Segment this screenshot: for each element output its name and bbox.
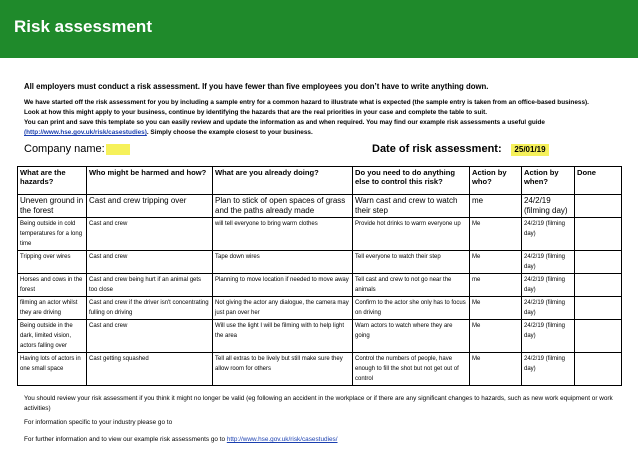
table-row: [18, 195, 622, 218]
header-anything-else: Do you need to do anything else to control this risk?: [353, 167, 470, 195]
table-header-row: [18, 167, 622, 195]
intro-text: [24, 98, 624, 138]
industry-text: For information specific to your industry please go to: [24, 419, 173, 426]
cell-done[interactable]: [575, 320, 622, 353]
cell-else[interactable]: Confirm to the actor she only has to focus on driving: [353, 297, 470, 320]
intro-line-4-wrap: [24, 128, 624, 138]
cell-else[interactable]: Warn cast and crew to watch their step: [353, 195, 470, 218]
cell-by-when[interactable]: 24/2/19 (filming day): [522, 320, 575, 353]
company-name-field[interactable]: [106, 144, 130, 155]
notice-text: All employers must conduct a risk assessment. If you have fewer than five employees you don’t have to write anything down.: [24, 82, 489, 91]
cell-done[interactable]: [575, 251, 622, 274]
cell-hazard[interactable]: Being outside in cold temperatures for a long time: [18, 218, 87, 251]
cell-hazard[interactable]: filming an actor whilst they are driving: [18, 297, 87, 320]
cell-by-when[interactable]: 24/2/19 (filming day): [522, 251, 575, 274]
table-row: [18, 218, 622, 251]
cell-doing[interactable]: Not giving the actor any dialogue, the camera may just pan over her: [213, 297, 353, 320]
header-already-doing: What are you already doing?: [213, 167, 353, 195]
cell-hazard[interactable]: Tripping over wires: [18, 251, 87, 274]
header-action-who: Action by who?: [470, 167, 522, 195]
cell-hazard[interactable]: Being outside in the dark, limited vision, actors falling over: [18, 320, 87, 353]
cell-done[interactable]: [575, 195, 622, 218]
review-text: You should review your risk assessment if you think it might no longer be valid (eg following an accident in the workplace or if there are any significant changes to hazards, such as new work equipment or work activities): [24, 395, 613, 412]
cell-hazard[interactable]: Uneven ground in the forest: [18, 195, 87, 218]
cell-who[interactable]: Cast and crew: [87, 218, 213, 251]
cell-by-who[interactable]: Me: [470, 251, 522, 274]
table-row: [18, 353, 622, 386]
page-title: Risk assessment: [14, 17, 152, 36]
cell-hazard[interactable]: Horses and cows in the forest: [18, 274, 87, 297]
header-done: Done: [575, 167, 622, 195]
cell-else[interactable]: Tell everyone to watch their step: [353, 251, 470, 274]
cell-who[interactable]: Cast getting squashed: [87, 353, 213, 386]
cell-doing[interactable]: will tell everyone to bring warm clothes: [213, 218, 353, 251]
cell-by-who[interactable]: Me: [470, 218, 522, 251]
cell-done[interactable]: [575, 353, 622, 386]
cell-doing[interactable]: Tell all extras to be lively but still make sure they allow room for others: [213, 353, 353, 386]
intro-line-3: You can print and save this template so you can easily review and update the information as and when required. You may find our example risk assessments a useful guide: [24, 119, 545, 126]
cell-else[interactable]: Warn actors to watch where they are going: [353, 320, 470, 353]
cell-done[interactable]: [575, 297, 622, 320]
cell-by-when[interactable]: 24/2/19 (filming day): [522, 274, 575, 297]
cell-doing[interactable]: Plan to stick of open spaces of grass and the paths already made: [213, 195, 353, 218]
cell-who[interactable]: Cast and crew if the driver isn't concentrating fulling on driving: [87, 297, 213, 320]
cell-done[interactable]: [575, 218, 622, 251]
risk-table: [17, 166, 622, 386]
cell-by-when[interactable]: 24/2/19 (filming day): [522, 297, 575, 320]
cell-who[interactable]: Cast and crew: [87, 251, 213, 274]
cell-by-who[interactable]: me: [470, 195, 522, 218]
table-row: [18, 297, 622, 320]
cell-else[interactable]: Control the numbers of people, have enough to fill the shot but not get out of control: [353, 353, 470, 386]
date-field[interactable]: 25/01/19: [511, 144, 549, 156]
cell-who[interactable]: Cast and crew tripping over: [87, 195, 213, 218]
cell-by-who[interactable]: Me: [470, 297, 522, 320]
further-info-prefix: For further information and to view our example risk assessments go to: [24, 436, 227, 443]
intro-line-4: . Simply choose the example closest to your business.: [146, 129, 313, 136]
cell-doing[interactable]: Will use the light I will be filming with to help light the area: [213, 320, 353, 353]
cell-by-when[interactable]: 24/2/19 (filming day): [522, 195, 575, 218]
intro-line-2: Look at how this might apply to your business, continue by identifying the hazards that are the real priorities in your case and complete the table to suit.: [24, 109, 488, 116]
header-banner: [0, 0, 638, 58]
cell-hazard[interactable]: Having lots of actors in one small space: [18, 353, 87, 386]
header-who-harmed: Who might be harmed and how?: [87, 167, 213, 195]
cell-who[interactable]: Cast and crew: [87, 320, 213, 353]
table-row: [18, 320, 622, 353]
date-label: Date of risk assessment:: [372, 143, 502, 155]
table-row: [18, 274, 622, 297]
further-info-text: [24, 435, 624, 445]
cell-by-when[interactable]: 24/2/19 (filming day): [522, 353, 575, 386]
cell-doing[interactable]: Tape down wires: [213, 251, 353, 274]
cell-by-who[interactable]: Me: [470, 320, 522, 353]
intro-line-1: We have started off the risk assessment for you by including a sample entry for a common hazard to illustrate what is expected (the sample entry is taken from an office-based business).: [24, 99, 589, 106]
casestudies-link[interactable]: (http://www.hse.gov.uk/risk/casestudies): [24, 129, 147, 136]
header-action-when: Action by when?: [522, 167, 575, 195]
cell-by-who[interactable]: me: [470, 274, 522, 297]
cell-else[interactable]: Tell cast and crew to not go near the animals: [353, 274, 470, 297]
cell-else[interactable]: Provide hot drinks to warm everyone up: [353, 218, 470, 251]
cell-done[interactable]: [575, 274, 622, 297]
cell-who[interactable]: Cast and crew being hurt if an animal gets too close: [87, 274, 213, 297]
cell-by-when[interactable]: 24/2/19 (filming day): [522, 218, 575, 251]
company-name-label: Company name:: [24, 143, 105, 155]
cell-doing[interactable]: Planning to move location if needed to move away: [213, 274, 353, 297]
cell-by-who[interactable]: Me: [470, 353, 522, 386]
header-hazards: What are the hazards?: [18, 167, 87, 195]
further-info-link[interactable]: http://www.hse.gov.uk/risk/casestudies/: [226, 436, 338, 443]
table-row: [18, 251, 622, 274]
